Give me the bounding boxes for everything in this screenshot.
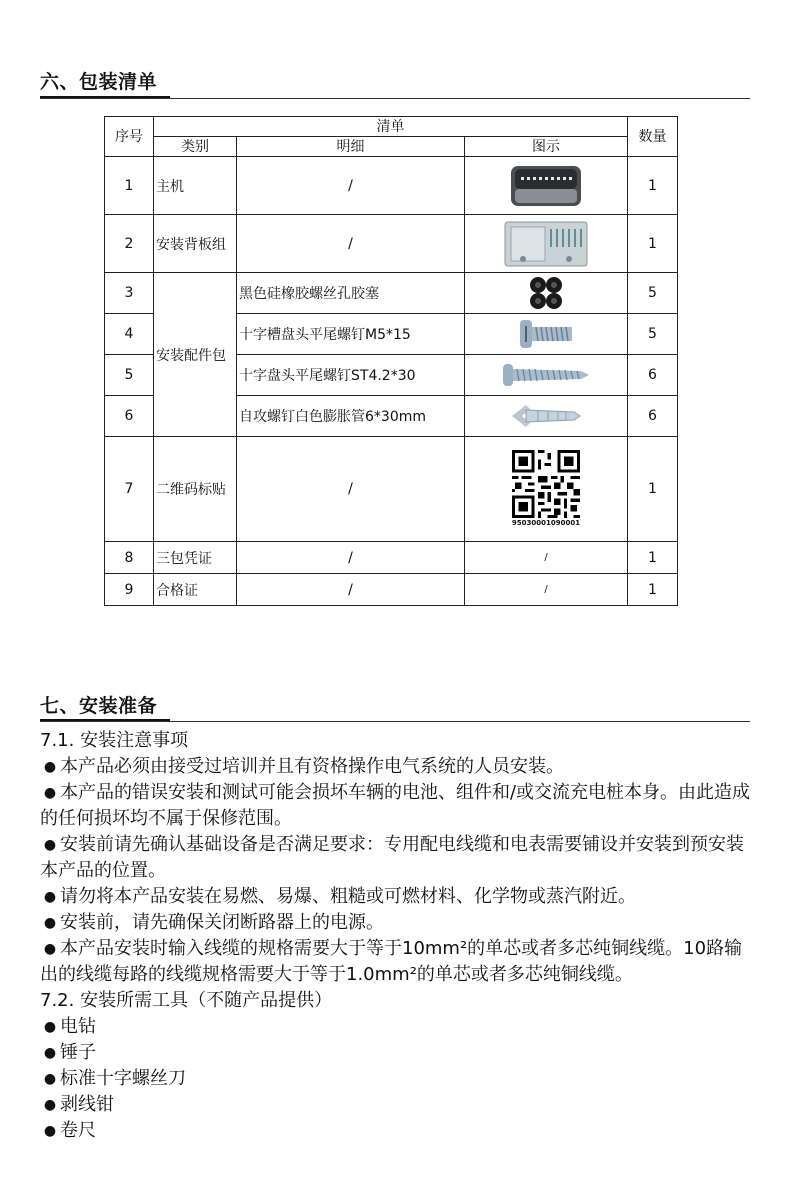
bullet-icon: ● [43, 1019, 57, 1035]
row-qty: 6 [628, 396, 678, 437]
qr-code-icon [512, 450, 580, 518]
note-item: ● 本产品必须由接受过培训并且有资格操作电气系统的人员安装。 [40, 754, 754, 780]
section-7-rule [40, 721, 750, 722]
row-seq: 3 [105, 273, 154, 314]
note-item: ● 请勿将本产品安装在易燃、易爆、粗糙或可燃材料、化学物或蒸汽附近。 [40, 884, 754, 910]
row-seq: 4 [105, 314, 154, 355]
row-qty: 1 [628, 215, 678, 273]
row-qty: 5 [628, 314, 678, 355]
row-category: 二维码标贴 [154, 437, 237, 542]
pan-head-screw-icon [467, 316, 625, 352]
table-row [105, 574, 678, 606]
row-qty: 1 [628, 157, 678, 215]
note-item: ● 安装前，请先确保关闭断路器上的电源。 [40, 910, 754, 936]
section-6-title: 六、包装清单 [40, 71, 158, 93]
table-row [105, 215, 678, 273]
tool-item: ● 剥线钳 [40, 1092, 754, 1118]
row-detail: 黑色硅橡胶螺丝孔胶塞 [237, 273, 465, 314]
header-list: 清单 [154, 117, 628, 137]
row-category: 合格证 [154, 574, 237, 606]
rubber-plug-icon [467, 274, 625, 312]
row-seq: 1 [105, 157, 154, 215]
row-qty: 1 [628, 542, 678, 574]
bullet-icon: ● [43, 785, 57, 801]
row-detail: 自攻螺钉白色膨胀管6*30mm [237, 396, 465, 437]
expansion-anchor-icon [467, 399, 625, 433]
row-qty: 5 [628, 273, 678, 314]
header-image: 图示 [465, 137, 628, 157]
table-row [105, 542, 678, 574]
bullet-icon: ● [43, 1097, 57, 1113]
packing-list-table [104, 116, 678, 606]
tool-item: ● 卷尺 [40, 1118, 754, 1144]
tool-item: ● 锤子 [40, 1040, 754, 1066]
header-seq: 序号 [105, 117, 154, 157]
row-category: 安装背板组 [154, 215, 237, 273]
bullet-icon: ● [43, 941, 57, 957]
row-seq: 9 [105, 574, 154, 606]
row-category: 三包凭证 [154, 542, 237, 574]
row-seq: 5 [105, 355, 154, 396]
bullet-icon: ● [43, 759, 57, 775]
table-row [105, 273, 678, 314]
row-detail: / [237, 215, 465, 273]
row-seq: 2 [105, 215, 154, 273]
table-row [105, 157, 678, 215]
row-seq: 8 [105, 542, 154, 574]
row-category: 主机 [154, 157, 237, 215]
note-item: ● 本产品的错误安装和测试可能会损坏车辆的电池、组件和/或交流充电桩本身。由此造成的任何损坏均不属于保修范围。 [40, 782, 751, 829]
row-seq: 7 [105, 437, 154, 542]
bullet-icon: ● [43, 1045, 57, 1061]
bullet-icon: ● [43, 837, 57, 853]
header-qty: 数量 [628, 117, 678, 157]
row-detail: 十字盘头平尾螺钉ST4.2*30 [237, 355, 465, 396]
tool-item: ● 电钻 [40, 1014, 754, 1040]
row-qty: 1 [628, 437, 678, 542]
row-detail: / [237, 157, 465, 215]
row-image-text: / [465, 574, 628, 606]
section-6-rule [40, 98, 750, 99]
note-item: ● 安装前请先确认基础设备是否满足要求：专用配电线缆和电表需要铺设并安装到预安装本产品的位置。 [40, 834, 744, 881]
row-detail: / [237, 542, 465, 574]
row-seq: 6 [105, 396, 154, 437]
section-7-title: 七、安装准备 [40, 695, 158, 717]
mounting-plate-icon [467, 219, 625, 269]
bullet-icon: ● [43, 1071, 57, 1087]
row-image-text: / [465, 542, 628, 574]
row-category-accessory-pack: 安装配件包 [154, 273, 237, 437]
self-tapping-screw-icon [467, 360, 625, 390]
tool-item: ● 标准十字螺丝刀 [40, 1066, 754, 1092]
row-detail: / [237, 437, 465, 542]
installation-notes [40, 728, 754, 1144]
note-item: ● 本产品安装时输入线缆的规格需要大于等于10mm²的单芯或者多芯纯铜线缆。10路输出的线缆每路的线缆规格需要大于等于1.0mm²的单芯或者多芯纯铜线缆。 [40, 938, 743, 985]
bullet-icon: ● [43, 889, 57, 905]
row-qty: 1 [628, 574, 678, 606]
header-category: 类别 [154, 137, 237, 157]
table-row [105, 437, 678, 542]
row-qty: 6 [628, 355, 678, 396]
charger-unit-icon [467, 163, 625, 209]
row-detail: 十字槽盘头平尾螺钉M5*15 [237, 314, 465, 355]
row-detail: / [237, 574, 465, 606]
subsection-7-1-title: 7.1. 安装注意事项 [40, 730, 189, 751]
header-detail: 明细 [237, 137, 465, 157]
qr-serial-number: 95030001090001 [511, 519, 581, 527]
bullet-icon: ● [43, 1123, 57, 1139]
bullet-icon: ● [43, 915, 57, 931]
subsection-7-2-title: 7.2. 安装所需工具（不随产品提供） [40, 990, 333, 1011]
